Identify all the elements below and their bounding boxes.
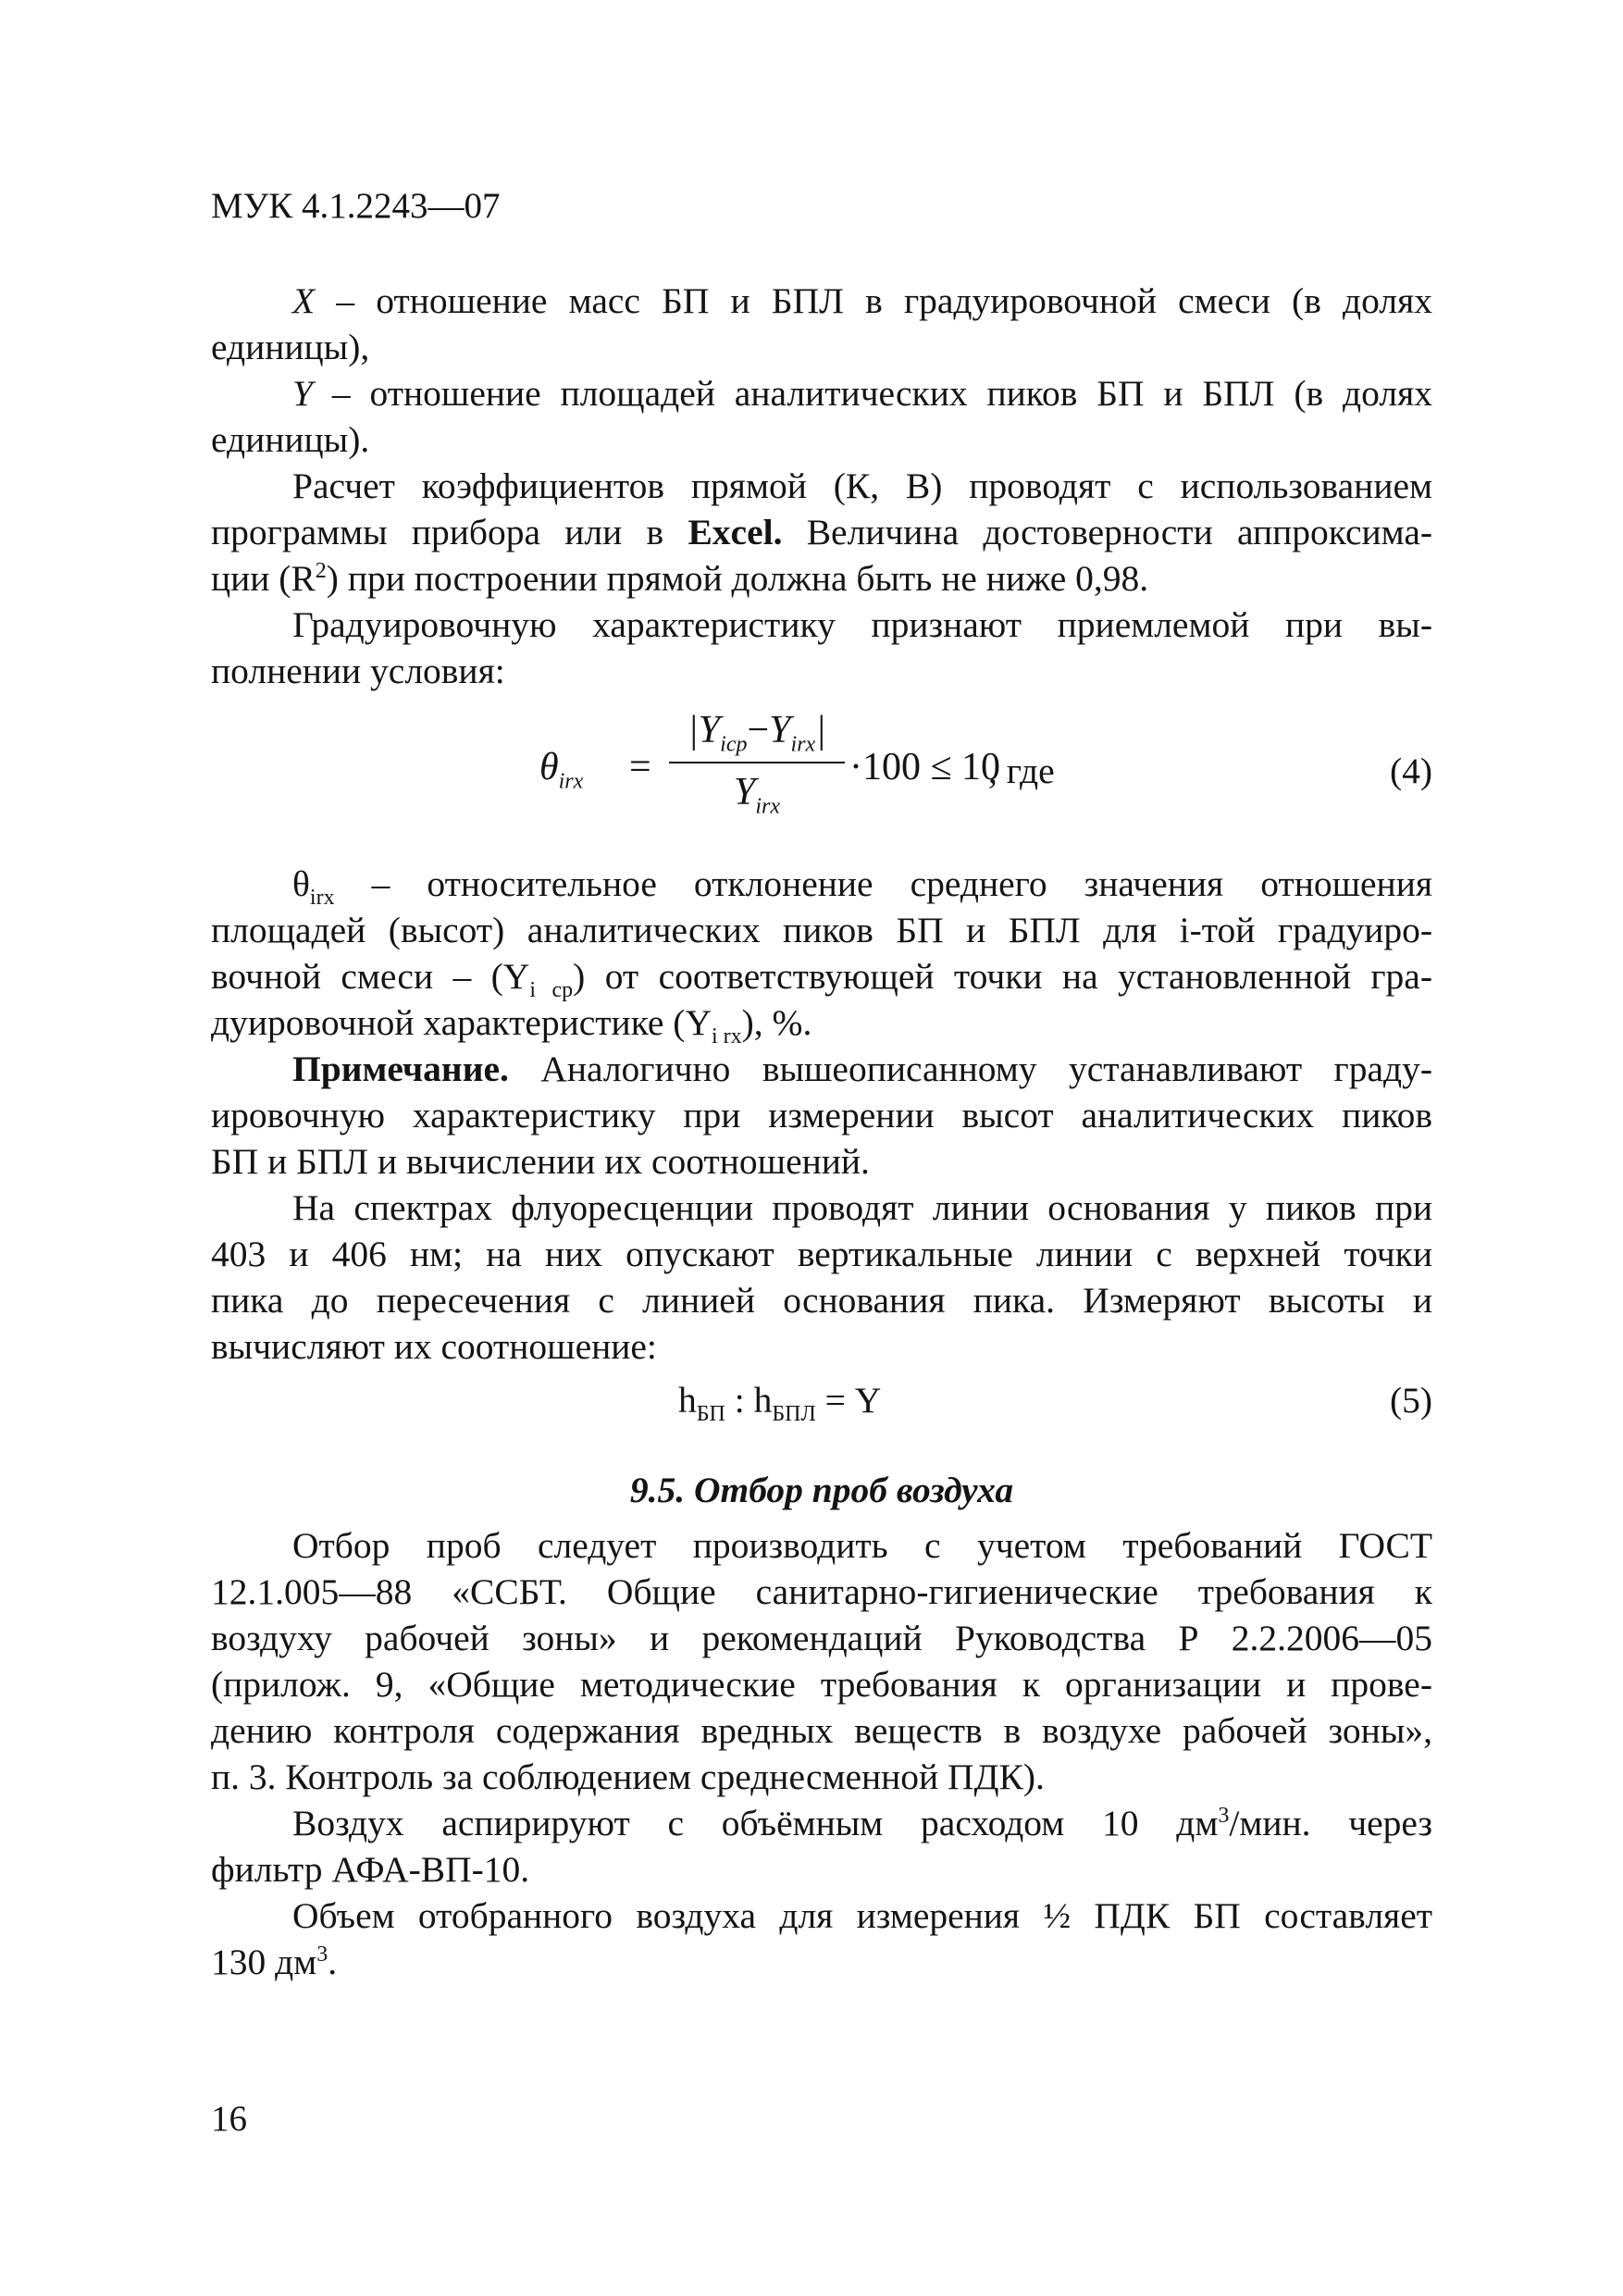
- paragraph-acceptance: Градуировочную характеристику признают приемлемой при вы- полнении условия:: [211, 604, 1432, 691]
- definition-x: X – отношение масс БП и БПЛ в градуировочной смеси (в долях единицы),: [211, 280, 1432, 367]
- paragraph-theta-definition: $\theta_{irx}$ – относительное отклонение среднего значения отношения площадей (высот) аналитических пиков БП и БПЛ для i-той градуиро- вочной смеси – $(Y_{i ср})$ от соответствующей точки на установленной гра- дуировочной характеристике $(Y_{i rx})$, %.: [211, 863, 1433, 1049]
- page-number: 16: [211, 2099, 247, 2139]
- equation-number-4: (4): [1389, 751, 1432, 791]
- formula-4: $\theta_{irx}$ = $|Y_{icp}-Y_{irx}|$ $Y_{irx}$ ·100 ≤ 10 , где (4): [539, 709, 1432, 819]
- paragraph-air-volume: Объем отобранного воздуха для измерения ½ ПДК БП составляет 130 $дм^3$.: [211, 1895, 1432, 1982]
- fraction-bar: [669, 762, 845, 763]
- document-code: МУК 4.1.2243—07: [211, 186, 501, 226]
- paragraph-air-flow: Воздух аспирируют с объёмным расходом 10 $дм^3$/мин. через фильтр АФА-ВП-10.: [211, 1803, 1433, 1890]
- definition-y: Y – отношение площадей аналитических пиков БП и БПЛ (в долях единицы).: [211, 373, 1432, 460]
- paragraph-note: Примечание. Аналогично вышеописанному устанавливают граду- ировочную характеристику при измерении высот аналитических пиков БП и БПЛ и вычислении их соотношений.: [211, 1049, 1433, 1182]
- paragraph-sampling: Отбор проб следует производить с учетом требований ГОСТ 12.1.005—88 «ССБТ. Общие санитарно-гигиенические требования к воздуху рабочей зоны» и рекомендаций Руководства Р 2.2.2006—05 (прилож. 9, «Общие методические требования к организации и прове- дению контроля содержания вредных веществ в воздухе рабочей зоны», п. 3. Контроль за соблюдением среднесменной ПДК).: [211, 1525, 1432, 1797]
- paragraph-spectra: На спектрах флуоресценции проводят линии основания у пиков при 403 и 406 нм; на них опускают вертикальные линии с верхней точки пика до пересечения с линией основания пика. Измеряют высоты и вычисляют их соотношение:: [211, 1187, 1432, 1367]
- equation-number-5: (5): [1389, 1380, 1432, 1421]
- formula-5: $h_{БП}$ : $h_{БПЛ} = Y$ (5): [678, 1380, 1432, 1426]
- section-title: 9.5. Отбор проб воздуха: [629, 1470, 1014, 1510]
- paragraph-calculation: Расчет коэффициентов прямой (К, В) проводят с использованием программы прибора или в Excel. Величина достоверности аппроксима- ции $(R^2)$ при построении прямой должна быть не ниже 0,98.: [211, 465, 1433, 599]
